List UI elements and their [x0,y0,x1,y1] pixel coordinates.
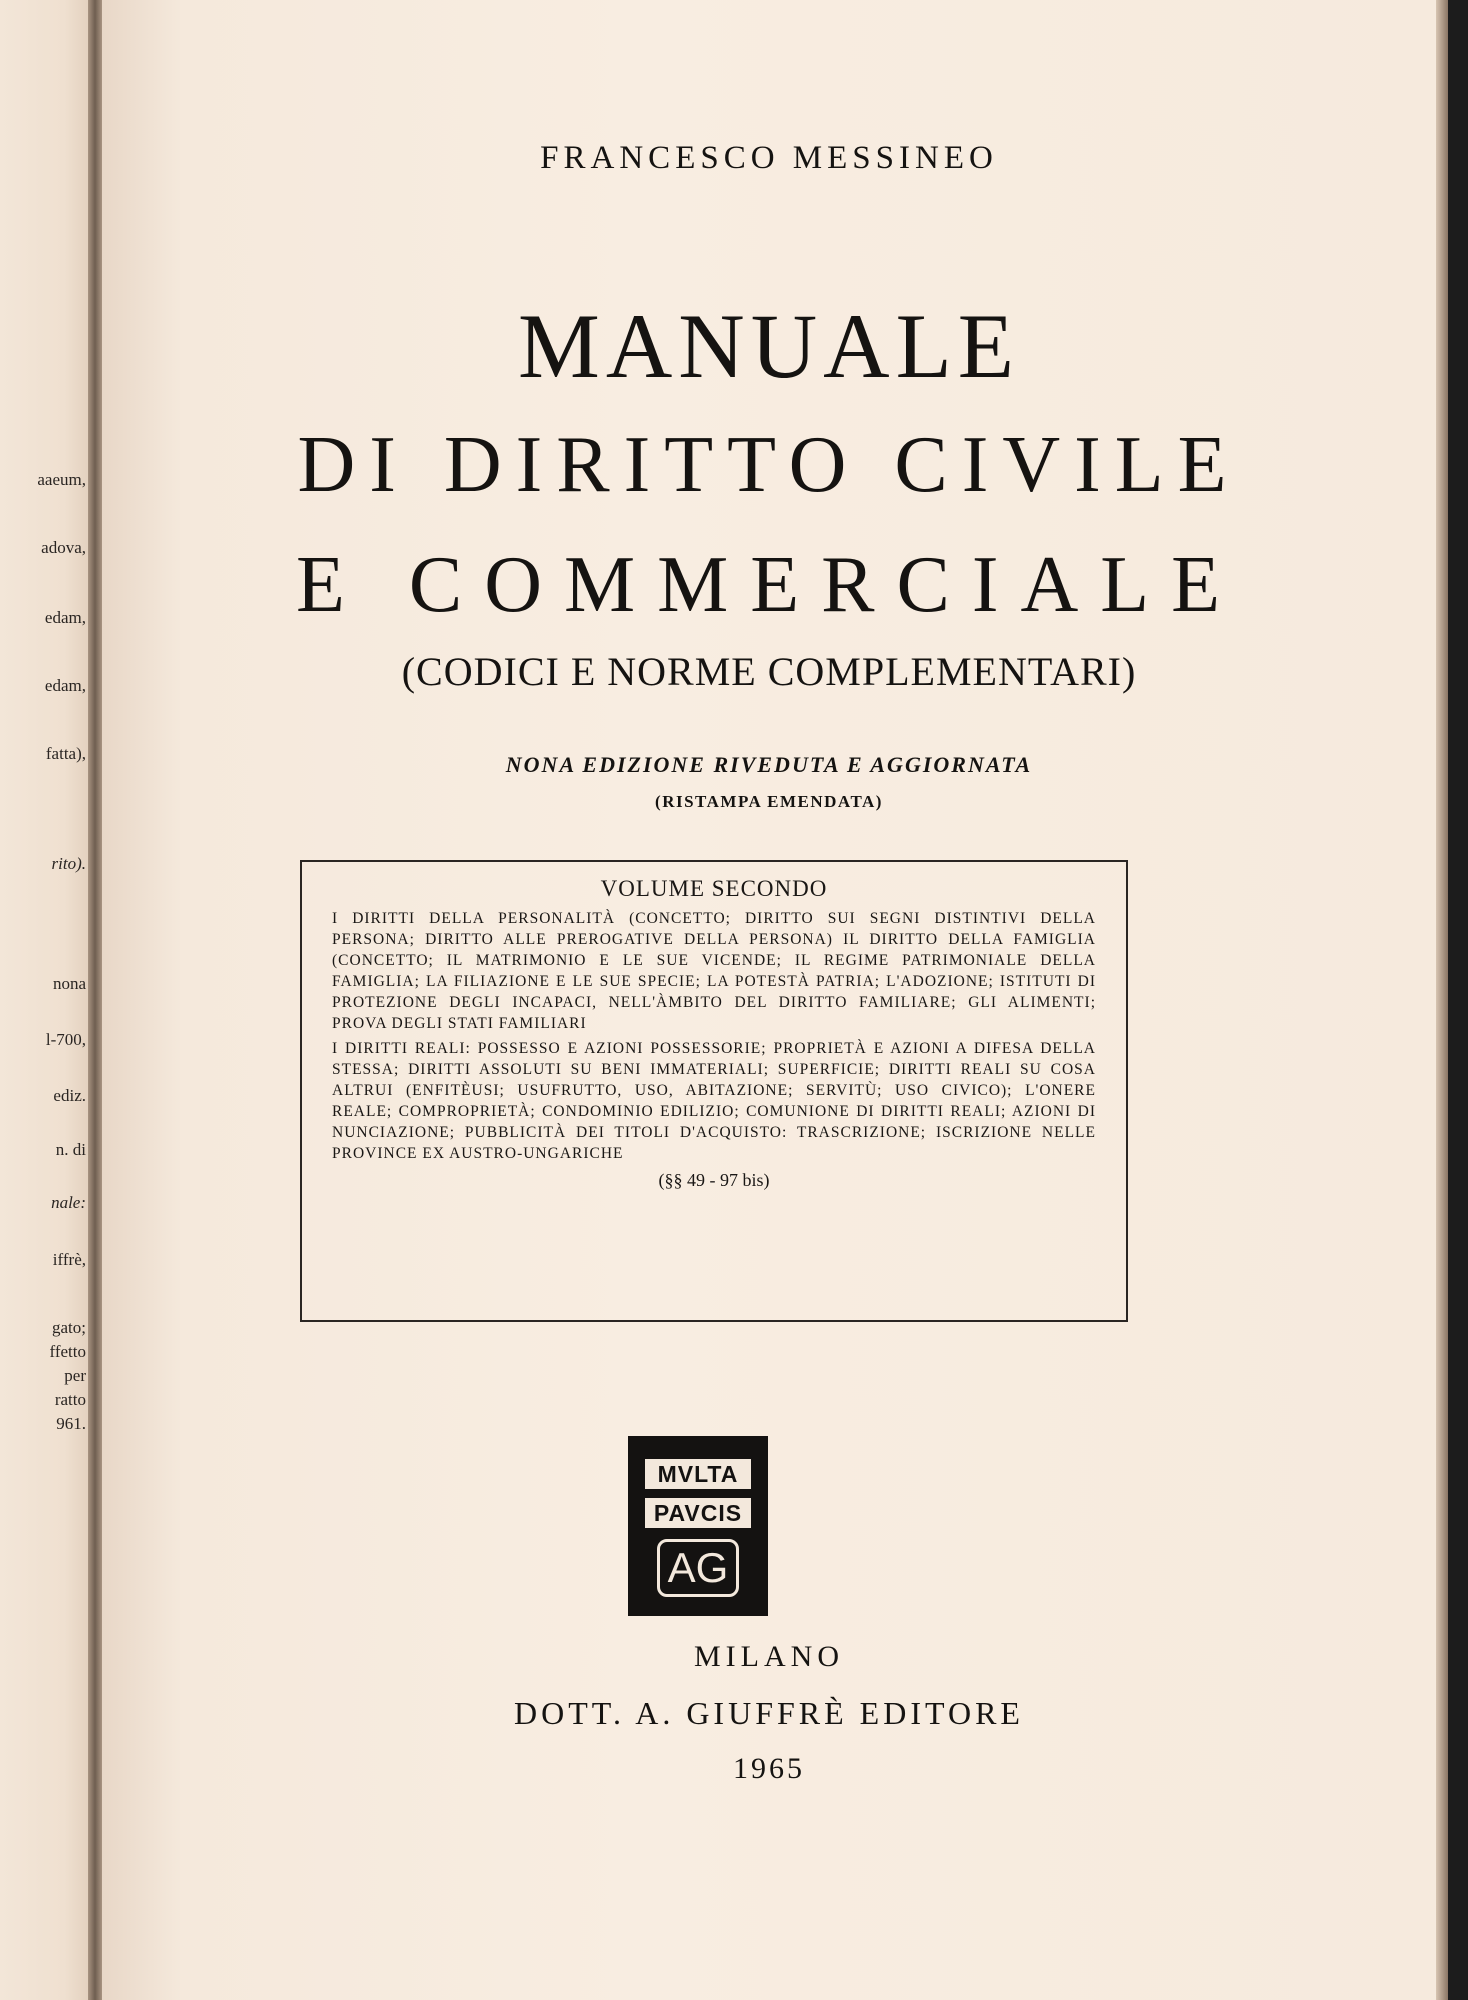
title-line-3: E COMMERCIALE [296,541,1242,629]
volume-heading: VOLUME SECONDO [600,876,828,901]
margin-text: aaeum, [37,470,86,489]
logo-text-line-1: MVLTA [645,1459,751,1489]
logo-text-line-2: PAVCIS [645,1498,751,1528]
previous-page-edge [0,0,92,2000]
margin-text: per [64,1366,86,1385]
title-line-1: MANUALE [518,295,1020,397]
book-binding [1448,0,1468,2000]
volume-contents-paragraph-2: I DIRITTI REALI: POSSESSO E AZIONI POSSESSORIE; PROPRIETÀ E AZIONI A DIFESA DELLA STESSA; DIRITTI ASSOLUTI SU BENI IMMATERIALI; SUPERFICIE; DIRITTI REALI SU COSA ALTRUI (ENFITÈUSI; USUFRUTTO, USO, ABITAZIONE; SERVITÙ; USO CIVICO); L'ONERE REALE; COMPROPRIETÀ; CONDOMINIO EDILIZIO; COMUNIONE DI DIRITTI REALI; AZIONI DI NUNCIAZIONE; PUBBLICITÀ DEI TITOLI D'ACQUISTO: TRASCRIZIONE; ISCRIZIONE NELLE PROVINCE EX AUSTRO-UNGARICHE [332,1040,1096,1162]
margin-text: rito). [51,854,86,873]
margin-text: adova, [41,538,86,557]
logo-monogram: AG [657,1539,739,1597]
title-line-2: DI DIRITTO CIVILE [297,421,1241,509]
margin-text: ffetto [49,1342,86,1361]
volume-contents-paragraph-1: I DIRITTI DELLA PERSONALITÀ (CONCETTO; DIRITTO SUI SEGNI DISTINTIVI DELLA PERSONA; DIRITTO ALLE PREROGATIVE DELLA PERSONA) IL DIRITTO DELLA FAMIGLIA (CONCETTO; IL MATRIMONIO E LE SUE VICENDE; IL REGIME PATRIMONIALE DELLA FAMIGLIA; LA FILIAZIONE E LE SUE SPECIE; LA POTESTÀ PATRIA; L'ADOZIONE; ISTITUTI DI PROTEZIONE DEGLI INCAPACI, NELL'ÀMBITO DEL DIRITTO FAMILIARE; GLI ALIMENTI; PROVA DEGLI STATI FAMILIARI [332,910,1096,1032]
publication-year: 1965 [733,1752,805,1785]
reprint-note: (RISTAMPA EMENDATA) [655,792,883,811]
margin-text: edam, [44,676,86,695]
margin-text: ediz. [53,1086,86,1105]
margin-text: l-700, [45,1030,86,1049]
edition-note: NONA EDIZIONE RIVEDUTA E AGGIORNATA [505,752,1033,777]
publisher-logo [628,1436,768,1616]
margin-text: 961. [56,1414,86,1433]
margin-text: n. di [55,1140,86,1159]
author-name: FRANCESCO MESSINEO [540,140,998,176]
margin-text: nale: [51,1193,86,1212]
publication-city: MILANO [694,1640,844,1673]
subtitle: (CODICI E NORME COMPLEMENTARI) [401,649,1137,694]
margin-text: fatta), [45,744,86,763]
section-range: (§§ 49 - 97 bis) [658,1170,770,1190]
margin-text: gato; [52,1318,86,1337]
book-gutter [88,0,102,2000]
page-edge-shadow [1436,0,1448,2000]
publisher-name: DOTT. A. GIUFFRÈ EDITORE [514,1695,1024,1731]
margin-text: nona [52,974,86,993]
margin-text: edam, [44,608,86,627]
margin-text: ratto [54,1390,86,1409]
volume-contents-box [300,860,1128,1322]
margin-text: iffrè, [52,1250,86,1269]
